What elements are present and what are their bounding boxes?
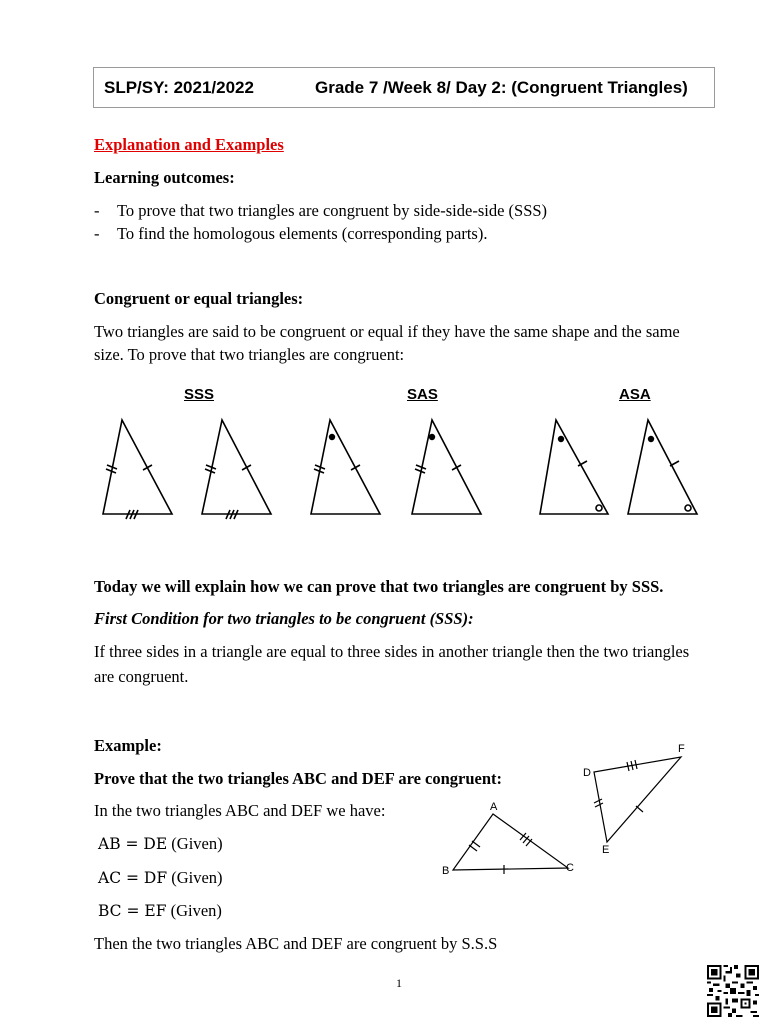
learning-outcomes-heading: Learning outcomes: (94, 168, 235, 187)
statement-ac-df: AC = DF (Given) (98, 868, 223, 887)
asa-angle-mark-2 (685, 505, 691, 511)
label-sss: SSS (184, 386, 215, 403)
example-prompt: Prove that the two triangles ABC and DEF are congruent: (94, 769, 503, 788)
vertex-label-b: B (442, 865, 450, 877)
label-sas: SAS (407, 386, 438, 403)
triangle-def (594, 757, 681, 842)
statement-bc-ef: BC = EF (Given) (98, 901, 222, 920)
outcome-item-1: - To prove that two triangles are congruent by side-side-side (SSS) (94, 201, 548, 220)
header-school-year: SLP/SY: 2021/2022 (104, 78, 254, 97)
sas-angle-dot-2 (429, 434, 435, 440)
example-heading: Example: (94, 736, 162, 755)
condition-text-2: are congruent. (94, 667, 189, 686)
today-statement: Today we will explain how we can prove that two triangles are congruent by SSS. (94, 577, 664, 596)
asa-angle-dot-2 (648, 436, 654, 442)
outcome-item-2: - To find the homologous elements (corresponding parts). (94, 224, 488, 243)
vertex-label-d: D (583, 767, 591, 779)
congruent-heading: Congruent or equal triangles: (94, 289, 304, 308)
statement-ab-de: AB = DE (Given) (98, 834, 223, 853)
vertex-label-c: C (566, 862, 574, 874)
sss-tick-marks-1 (106, 465, 152, 519)
first-condition-heading: First Condition for two triangles to be congruent (SSS): (94, 609, 474, 628)
asa-angle-dot-1 (558, 436, 564, 442)
qr-code (707, 965, 759, 1017)
triangle-abc (453, 814, 568, 870)
asa-triangle-2 (628, 420, 697, 514)
congruent-text-2: size. To prove that two triangles are congruent: (94, 345, 405, 364)
vertex-label-e: E (602, 844, 610, 856)
congruent-text-1: Two triangles are said to be congruent or equal if they have the same shape and the same (94, 322, 680, 341)
sas-angle-dot-1 (329, 434, 335, 440)
label-asa: ASA (619, 386, 651, 403)
vertex-label-a: A (490, 801, 498, 813)
header-lesson-title: Grade 7 /Week 8/ Day 2: (Congruent Triangles) (315, 78, 688, 97)
example-intro: In the two triangles ABC and DEF we have: (94, 801, 386, 820)
asa-triangle-1 (540, 420, 608, 514)
abc-tick-marks (469, 833, 532, 874)
page-number: 1 (396, 976, 402, 990)
condition-text-1: If three sides in a triangle are equal to three sides in another triangle then the two triangles (94, 642, 690, 661)
section-title: Explanation and Examples (94, 135, 284, 154)
asa-angle-mark-1 (596, 505, 602, 511)
sss-tick-marks-2 (205, 465, 251, 519)
vertex-label-f: F (678, 743, 685, 755)
conclusion: Then the two triangles ABC and DEF are congruent by S.S.S (94, 934, 498, 953)
